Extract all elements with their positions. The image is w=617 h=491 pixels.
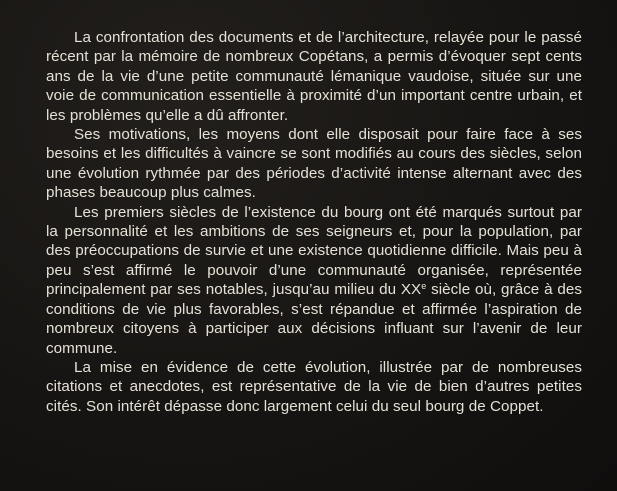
paragraph-2: Ses motivations, les moyens dont elle disposait pour faire face à ses besoins et les difficultés à vaincre se sont modifiés au cours des siècles, selon une évolution rythmée par des périodes d’activité intense alternant avec des phases beaucoup plus calmes. — [46, 126, 582, 202]
paragraph-3 — [46, 203, 582, 358]
paragraph-3-part-2: siècle où, grâce à des conditions de vie plus favorables, s’est répandue et affirmée l’aspiration de nombreux citoyens à participer aux décisions influant sur l’avenir de leur commune. — [46, 281, 582, 357]
paragraph-3-part-1: Les premiers siècles de l’existence du bourg ont été marqués surtout par la personnalité et les ambitions de ses seigneurs et, pour la population, par des préoccupations de survie et une existence quotidienne difficile. Mais peu à peu s’est affirmé le pouvoir d’une communauté organisée, représentée principalement par ses notables, jusqu’au milieu du XX — [46, 203, 582, 299]
paragraph-4: La mise en évidence de cette évolution, illustrée par de nombreuses citations et anecdotes, est représentative de la vie de bien d’autres petites cités. Son intérêt dépasse donc largement celui du seul bourg de Coppet. — [46, 358, 582, 415]
body-text — [46, 28, 582, 416]
century-superscript: e — [421, 281, 427, 292]
paragraph-1: La confrontation des documents et de l’architecture, relayée pour le passé récent par la mémoire de nombreux Copétans, a permis d’évoquer sept cents ans de la vie d’une petite communauté lémanique vaudoise, située sur une voie de communication essentielle à proximité d’un important centre urbain, et les problèmes qu’elle a dû affronter. — [46, 29, 582, 124]
